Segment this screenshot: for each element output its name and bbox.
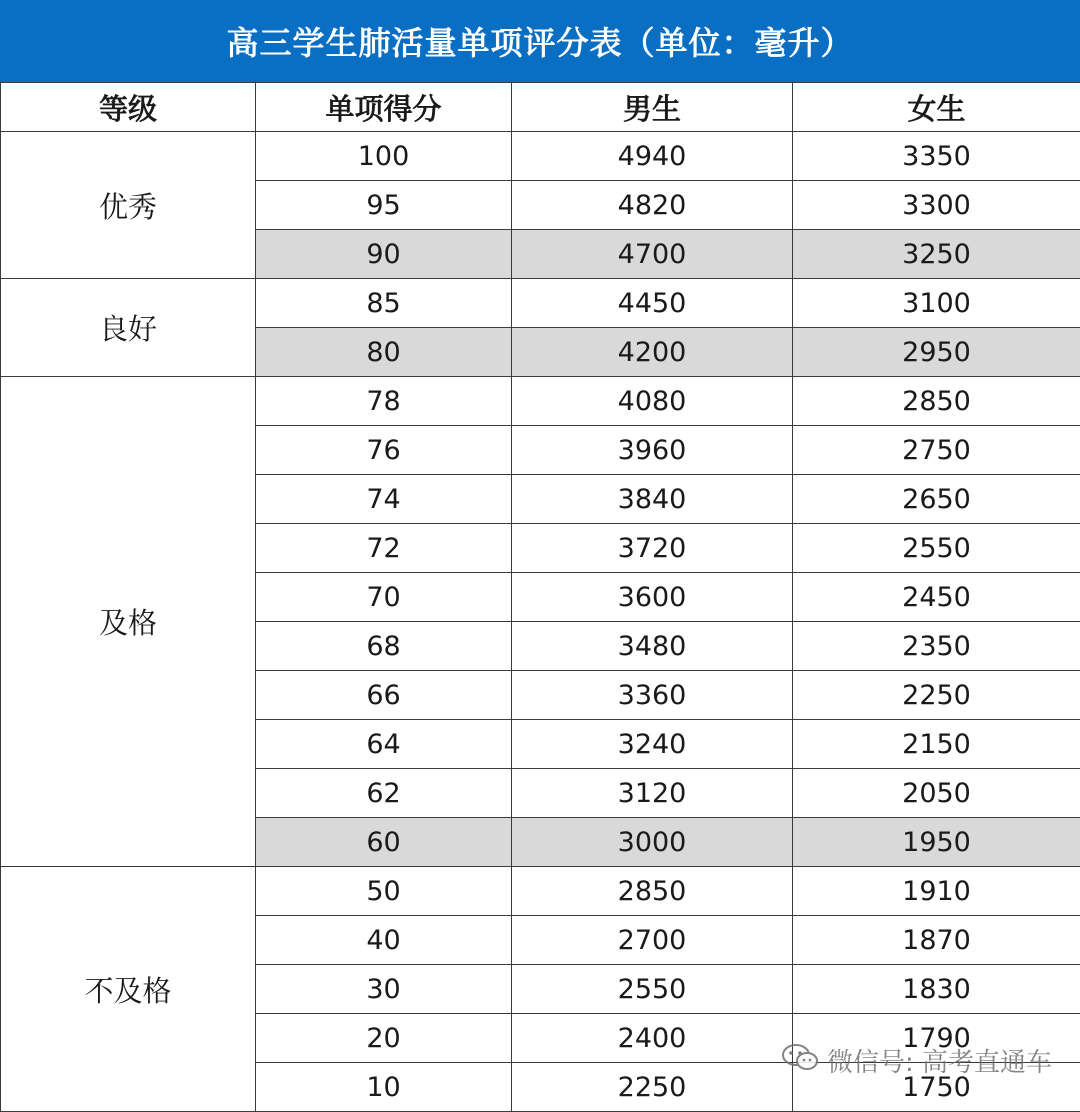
male-value-cell: 4200 [512,328,793,377]
male-value-cell: 3840 [512,475,793,524]
score-cell: 95 [256,181,512,230]
female-value-cell: 2850 [793,377,1080,426]
score-cell: 78 [256,377,512,426]
score-cell: 60 [256,818,512,867]
score-cell: 50 [256,867,512,916]
score-cell: 40 [256,916,512,965]
male-value-cell: 2550 [512,965,793,1014]
score-cell: 64 [256,720,512,769]
male-value-cell: 2850 [512,867,793,916]
female-value-cell: 1790 [793,1014,1080,1063]
table-row [1,132,1080,181]
score-cell: 30 [256,965,512,1014]
male-value-cell: 2700 [512,916,793,965]
female-value-cell: 2150 [793,720,1080,769]
female-value-cell: 2750 [793,426,1080,475]
female-value-cell: 1750 [793,1063,1080,1112]
male-value-cell: 3960 [512,426,793,475]
male-value-cell: 3360 [512,671,793,720]
male-value-cell: 3720 [512,524,793,573]
score-cell: 100 [256,132,512,181]
header-score: 单项得分 [256,83,512,132]
watermark-text: 微信号: 高考直通车 [827,1042,1052,1079]
header-grade: 等级 [1,83,256,132]
female-value-cell: 2050 [793,769,1080,818]
female-value-cell: 3250 [793,230,1080,279]
score-table [0,82,1080,1112]
female-value-cell: 3350 [793,132,1080,181]
female-value-cell: 2650 [793,475,1080,524]
female-value-cell: 3100 [793,279,1080,328]
male-value-cell: 4450 [512,279,793,328]
male-value-cell: 3120 [512,769,793,818]
female-value-cell: 2250 [793,671,1080,720]
score-cell: 66 [256,671,512,720]
score-cell: 76 [256,426,512,475]
female-value-cell: 2450 [793,573,1080,622]
male-value-cell: 4940 [512,132,793,181]
grade-cell: 不及格 [1,867,256,1112]
table-body [1,132,1080,1112]
header-male: 男生 [512,83,793,132]
score-cell: 68 [256,622,512,671]
table-title: 高三学生肺活量单项评分表（单位：毫升） [0,0,1080,82]
male-value-cell: 4700 [512,230,793,279]
score-cell: 85 [256,279,512,328]
female-value-cell: 2550 [793,524,1080,573]
grade-cell: 良好 [1,279,256,377]
male-value-cell: 3000 [512,818,793,867]
score-cell: 62 [256,769,512,818]
score-cell: 80 [256,328,512,377]
score-cell: 20 [256,1014,512,1063]
score-cell: 90 [256,230,512,279]
female-value-cell: 1830 [793,965,1080,1014]
grade-cell: 及格 [1,377,256,867]
female-value-cell: 1950 [793,818,1080,867]
male-value-cell: 4080 [512,377,793,426]
male-value-cell: 2250 [512,1063,793,1112]
male-value-cell: 3240 [512,720,793,769]
female-value-cell: 1910 [793,867,1080,916]
female-value-cell: 2350 [793,622,1080,671]
male-value-cell: 3600 [512,573,793,622]
female-value-cell: 3300 [793,181,1080,230]
male-value-cell: 3480 [512,622,793,671]
score-cell: 74 [256,475,512,524]
table-row [1,867,1080,916]
header-female: 女生 [793,83,1080,132]
female-value-cell: 1870 [793,916,1080,965]
male-value-cell: 2400 [512,1014,793,1063]
score-cell: 72 [256,524,512,573]
grade-cell: 优秀 [1,132,256,279]
header-row [1,83,1080,132]
table-row [1,279,1080,328]
score-cell: 70 [256,573,512,622]
table-row [1,377,1080,426]
female-value-cell: 2950 [793,328,1080,377]
male-value-cell: 4820 [512,181,793,230]
score-cell: 10 [256,1063,512,1112]
